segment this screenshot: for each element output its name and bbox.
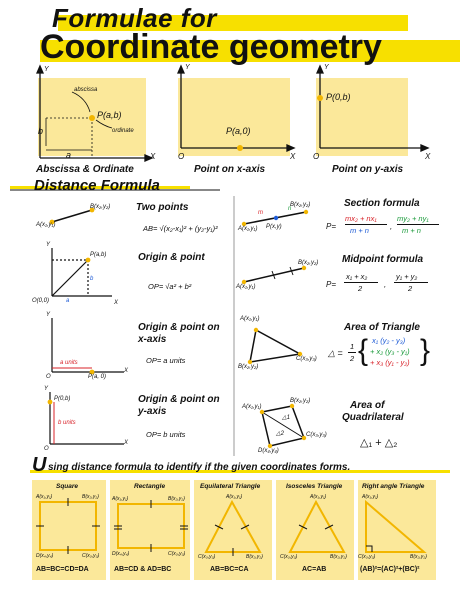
panel1-axes bbox=[37, 66, 152, 161]
quad-title-1: Area of bbox=[350, 400, 385, 411]
rectangle-shape bbox=[118, 504, 184, 548]
p1-dim-b: b bbox=[38, 126, 44, 136]
origin-point-dim-b: b bbox=[90, 276, 94, 282]
p2-caption: Point on x-axis bbox=[194, 164, 266, 175]
isosceles-title: Isosceles Triangle bbox=[286, 483, 343, 490]
title-line-2: Coordinate geometry bbox=[40, 28, 382, 66]
title-line-1: Formulae for bbox=[52, 3, 217, 33]
triangle-term3: + x₃ (y₁ - y₂) bbox=[370, 358, 410, 367]
y-axis-formula: OP= b units bbox=[146, 430, 186, 439]
p2-axis-y: Y bbox=[185, 64, 190, 71]
isosceles-a: A(x₁,y₁) bbox=[310, 494, 327, 500]
two-points-b: B(x₂,y₂) bbox=[90, 204, 111, 210]
y-axis-title-2: y-axis bbox=[138, 406, 167, 417]
y-axis-dim: b units bbox=[58, 420, 76, 426]
section-p: P(x,y) bbox=[266, 224, 282, 230]
section-fx-den: m + n bbox=[350, 226, 369, 235]
right-c: C(x₃,y₃) bbox=[358, 554, 376, 560]
square-a: A(x₁,y₁) bbox=[36, 494, 53, 500]
section-fy-bar bbox=[397, 224, 439, 225]
triangle-term1: x₁ (y₂ - y₃) bbox=[372, 336, 406, 345]
equilateral-shape bbox=[206, 502, 260, 552]
section-n: n bbox=[288, 206, 292, 212]
y-axis-axis-y: Y bbox=[44, 386, 49, 392]
equilateral-a: A(x₁,y₁) bbox=[226, 494, 243, 500]
midpoint-fx-num: x₁ + x₂ bbox=[346, 272, 368, 281]
rectangle-a: A(x₁,y₁) bbox=[112, 496, 129, 502]
right-a: A(x₁,y₁) bbox=[362, 494, 379, 500]
square-b: B(x₂,y₂) bbox=[82, 494, 99, 500]
isosceles-c: C(x₃,y₃) bbox=[280, 554, 298, 560]
equilateral-title: Equilateral Triangle bbox=[200, 483, 261, 490]
section-title: Section formula bbox=[344, 198, 420, 209]
midpoint-fy-den: 2 bbox=[408, 284, 413, 293]
midpoint-a: A(x₁,y₁) bbox=[236, 284, 256, 290]
p3-origin: O bbox=[313, 152, 320, 161]
p2-axis-x: X bbox=[290, 152, 296, 161]
p1-caption: Abscissa & Ordinate bbox=[36, 164, 134, 175]
y-axis-title-1: Origin & point on bbox=[138, 394, 220, 405]
quad-a: A(x₁,y₁) bbox=[242, 404, 262, 410]
p1-dim-a: a bbox=[66, 150, 72, 160]
square-d: D(x₄,y₄) bbox=[36, 553, 54, 559]
origin-point-o: O(0,0) bbox=[32, 298, 50, 304]
quad-tri2: △2 bbox=[276, 431, 284, 437]
panel1-dims bbox=[46, 92, 112, 158]
midpoint-fy-num: y₁ + y₂ bbox=[396, 272, 418, 281]
origin-point-title: Origin & point bbox=[138, 252, 205, 263]
midpoint-fx-den: 2 bbox=[358, 284, 363, 293]
origin-point-dim-a: a bbox=[66, 298, 70, 304]
y-axis-point: P(0,b) bbox=[54, 396, 71, 402]
square-formula: AB=BC=CD=DA bbox=[36, 566, 89, 573]
triangle-a: A(x₁,y₁) bbox=[240, 316, 260, 322]
rectangle-d: D(x₄,y₄) bbox=[112, 551, 130, 557]
p2-origin: O bbox=[178, 152, 185, 161]
equilateral-b: B(x₂,y₂) bbox=[246, 554, 263, 560]
right-triangle-shape bbox=[366, 502, 424, 552]
rectangle-c: C(x₃,y₃) bbox=[168, 551, 186, 557]
y-axis-axis-x: X bbox=[124, 440, 129, 446]
triangle-b: B(x₂,y₂) bbox=[238, 364, 259, 370]
rectangle-title: Rectangle bbox=[134, 483, 166, 490]
p2-point-label: P(a,0) bbox=[226, 126, 251, 136]
p3-point-label: P(0,b) bbox=[326, 92, 351, 102]
section-a: A(x₁,y₁) bbox=[238, 226, 258, 232]
triangle-title: Area of Triangle bbox=[344, 322, 420, 333]
midpoint-fy-bar bbox=[394, 282, 428, 283]
x-axis-formula: OP= a units bbox=[146, 356, 186, 365]
triangle-brace-left: { bbox=[358, 334, 369, 367]
quad-formula: △₁ + △₂ bbox=[360, 437, 398, 449]
panel1-point bbox=[89, 115, 95, 121]
square-shape bbox=[40, 502, 96, 550]
p1-point-label: P(a,b) bbox=[97, 110, 122, 120]
p1-axis-x: X bbox=[150, 152, 156, 161]
triangle-half-bar bbox=[348, 352, 356, 353]
x-axis-dim: a units bbox=[60, 360, 78, 366]
equilateral-formula: AB=BC=CA bbox=[210, 566, 249, 573]
section-fy-num: my₂ + ny₁ bbox=[397, 214, 429, 223]
x-axis-axis-x: X bbox=[124, 368, 129, 374]
bottom-heading-big: U bbox=[32, 454, 47, 476]
triangle-term2: + x₂ (y₃ - y₁) bbox=[370, 347, 410, 356]
midpoint-fx-bar bbox=[344, 282, 378, 283]
section-comma: , bbox=[390, 222, 393, 231]
triangle-prefix: △ = bbox=[328, 348, 343, 358]
distance-heading: Distance Formula bbox=[34, 177, 160, 194]
bottom-heading-rest: sing distance formula to identify if the given coordinates forms. bbox=[48, 462, 351, 473]
x-axis-axis-y: Y bbox=[46, 312, 51, 318]
midpoint-prefix: P= bbox=[326, 280, 337, 289]
panel3-point bbox=[317, 95, 323, 101]
p3-axis-y: Y bbox=[324, 64, 329, 71]
section-b: B(x₂,y₂) bbox=[290, 202, 311, 208]
right-formula: (AB)²=(AC)²+(BC)² bbox=[360, 566, 420, 573]
origin-point-formula: OP= √a² + b² bbox=[148, 282, 192, 291]
equilateral-c: C(x₃,y₃) bbox=[198, 554, 216, 560]
origin-point-axis-x: X bbox=[114, 300, 119, 306]
midpoint-title: Midpoint formula bbox=[342, 254, 424, 265]
triangle-half-num: 1 bbox=[350, 342, 355, 351]
right-title: Right angle Triangle bbox=[362, 483, 425, 490]
origin-point-axis-y: Y bbox=[46, 242, 51, 248]
section-m: m bbox=[258, 210, 263, 216]
rectangle-b: B(x₂,y₂) bbox=[168, 496, 185, 502]
p1-ordinate-label: ordinate bbox=[112, 128, 134, 134]
x-axis-point: P(a, 0) bbox=[88, 374, 107, 380]
square-title: Square bbox=[56, 483, 79, 490]
two-points-formula: AB= √(x₂-x₁)² + (y₂-y₁)² bbox=[143, 224, 218, 233]
p1-axis-y: Y bbox=[44, 66, 49, 73]
y-axis-origin: O bbox=[44, 446, 49, 452]
right-b: B(x₂,y₂) bbox=[410, 554, 427, 560]
section-fy-den: m + n bbox=[402, 226, 421, 235]
quad-b: B(x₂,y₂) bbox=[290, 398, 311, 404]
rectangle-formula: AB=CD & AD=BC bbox=[114, 566, 172, 573]
p1-abscissa-label: abscissa bbox=[74, 87, 98, 93]
section-prefix: P= bbox=[326, 222, 337, 231]
quadrilateral bbox=[262, 406, 304, 446]
section-fx-num: mx₂ + nx₁ bbox=[345, 214, 377, 223]
panel2-point bbox=[237, 145, 243, 151]
quad-tri1: △1 bbox=[282, 415, 290, 421]
two-points-segment bbox=[52, 210, 92, 222]
section-fx-bar bbox=[345, 224, 387, 225]
triangle-half-den: 2 bbox=[350, 354, 355, 363]
panel2-axes bbox=[178, 66, 294, 151]
isosceles-b: B(x₂,y₂) bbox=[330, 554, 347, 560]
quad-d: D(x₄,y₄) bbox=[258, 448, 279, 454]
midpoint-b: B(x₂,y₂) bbox=[298, 260, 319, 266]
square-c: C(x₃,y₃) bbox=[82, 553, 100, 559]
p3-axis-x: X bbox=[425, 152, 431, 161]
isosceles-shape bbox=[290, 502, 344, 552]
triangle-c: C(x₃,y₃) bbox=[296, 356, 317, 362]
x-axis-title-2: x-axis bbox=[138, 334, 167, 345]
triangle-brace-right: } bbox=[420, 334, 431, 367]
p3-caption: Point on y-axis bbox=[332, 164, 404, 175]
isosceles-formula: AC=AB bbox=[302, 566, 327, 573]
x-axis-origin: O bbox=[46, 374, 51, 380]
two-points-title: Two points bbox=[136, 202, 189, 213]
x-axis-title-1: Origin & point on bbox=[138, 322, 220, 333]
origin-point-p: P(a,b) bbox=[90, 252, 107, 258]
panel3-axes bbox=[317, 66, 428, 151]
quad-c: C(x₃,y₃) bbox=[306, 432, 327, 438]
quad-title-2: Quadrilateral bbox=[342, 412, 404, 423]
two-points-a: A(x₁,y₁) bbox=[36, 222, 56, 228]
area-triangle bbox=[250, 330, 300, 362]
midpoint-comma: , bbox=[384, 280, 387, 289]
